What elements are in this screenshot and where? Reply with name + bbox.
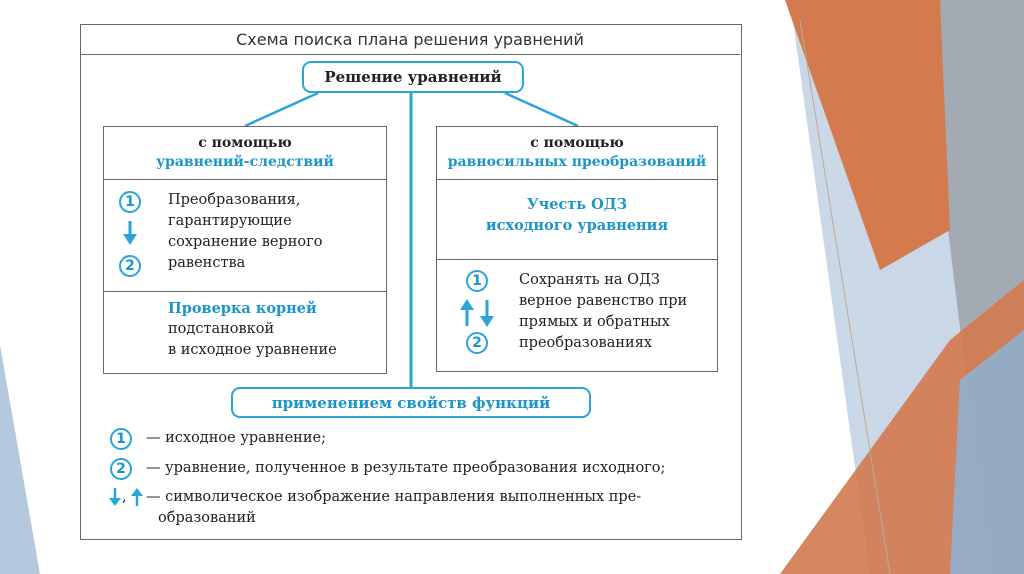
arrow-down-icon <box>122 220 138 246</box>
root-node: Решение уравнений <box>302 61 524 93</box>
right-steps-line: верное равенство при <box>519 293 688 309</box>
right-steps-line: прямых и обратных <box>519 314 670 330</box>
circled-number-icon: 1 <box>110 428 132 450</box>
legend-item-1: — исходное уравнение; <box>146 430 326 446</box>
left-check-line: в исходное уравнение <box>168 342 337 358</box>
legend-item-3 <box>146 487 641 529</box>
left-steps-line: сохранение верного <box>168 234 323 250</box>
right-method-box <box>436 126 718 372</box>
right-odz-line: Учесть ОДЗ <box>526 196 628 213</box>
functions-method-node: применением свойств функций <box>231 387 591 418</box>
diagram-title: Схема поиска плана решения уравнений <box>80 24 740 55</box>
arrows-up-down-icon <box>457 298 497 328</box>
legend-item-2: — уравнение, полученное в результате преобразования исходного; <box>146 460 666 476</box>
right-odz-section <box>437 179 717 259</box>
circled-number-icon: 2 <box>466 332 488 354</box>
circled-number-icon: 1 <box>466 270 488 292</box>
right-header-line2: равносильных преобразований <box>447 154 707 170</box>
left-header-line2: уравнений-следствий <box>156 154 334 170</box>
right-header <box>437 127 717 179</box>
left-header <box>104 127 386 179</box>
left-check-text <box>168 298 337 361</box>
right-odz-text <box>437 180 717 236</box>
left-steps-line: Преобразования, <box>168 192 301 208</box>
arrow-up-icon <box>130 487 144 507</box>
legend-comma: , <box>122 489 127 505</box>
decor-blue-left-triangle <box>0 345 40 574</box>
left-header-line1: с помощью <box>198 135 292 151</box>
right-steps-line: Сохранять на ОДЗ <box>519 272 660 288</box>
left-check-section <box>104 291 386 373</box>
left-steps-line: гарантирующие <box>168 213 292 229</box>
left-steps-line: равенства <box>168 255 246 271</box>
circled-number-icon: 2 <box>110 458 132 480</box>
right-steps-section <box>437 259 717 371</box>
circled-number-icon: 2 <box>119 255 141 277</box>
left-check-line: подстановкой <box>168 321 275 337</box>
legend-item-3-line: — символическое изображение направления выполненных пре- <box>146 489 642 505</box>
circled-number-icon: 1 <box>119 191 141 213</box>
arrow-down-icon <box>108 487 122 507</box>
legend-item-3-line: образований <box>158 510 256 526</box>
left-steps-section <box>104 179 386 291</box>
left-steps-text <box>168 190 322 274</box>
left-check-title: Проверка корней <box>168 300 317 317</box>
right-odz-line: исходного уравнения <box>485 217 669 234</box>
left-method-box <box>103 126 387 374</box>
right-steps-text <box>519 270 687 354</box>
right-steps-line: преобразованиях <box>519 335 653 351</box>
right-header-line1: с помощью <box>530 135 624 151</box>
